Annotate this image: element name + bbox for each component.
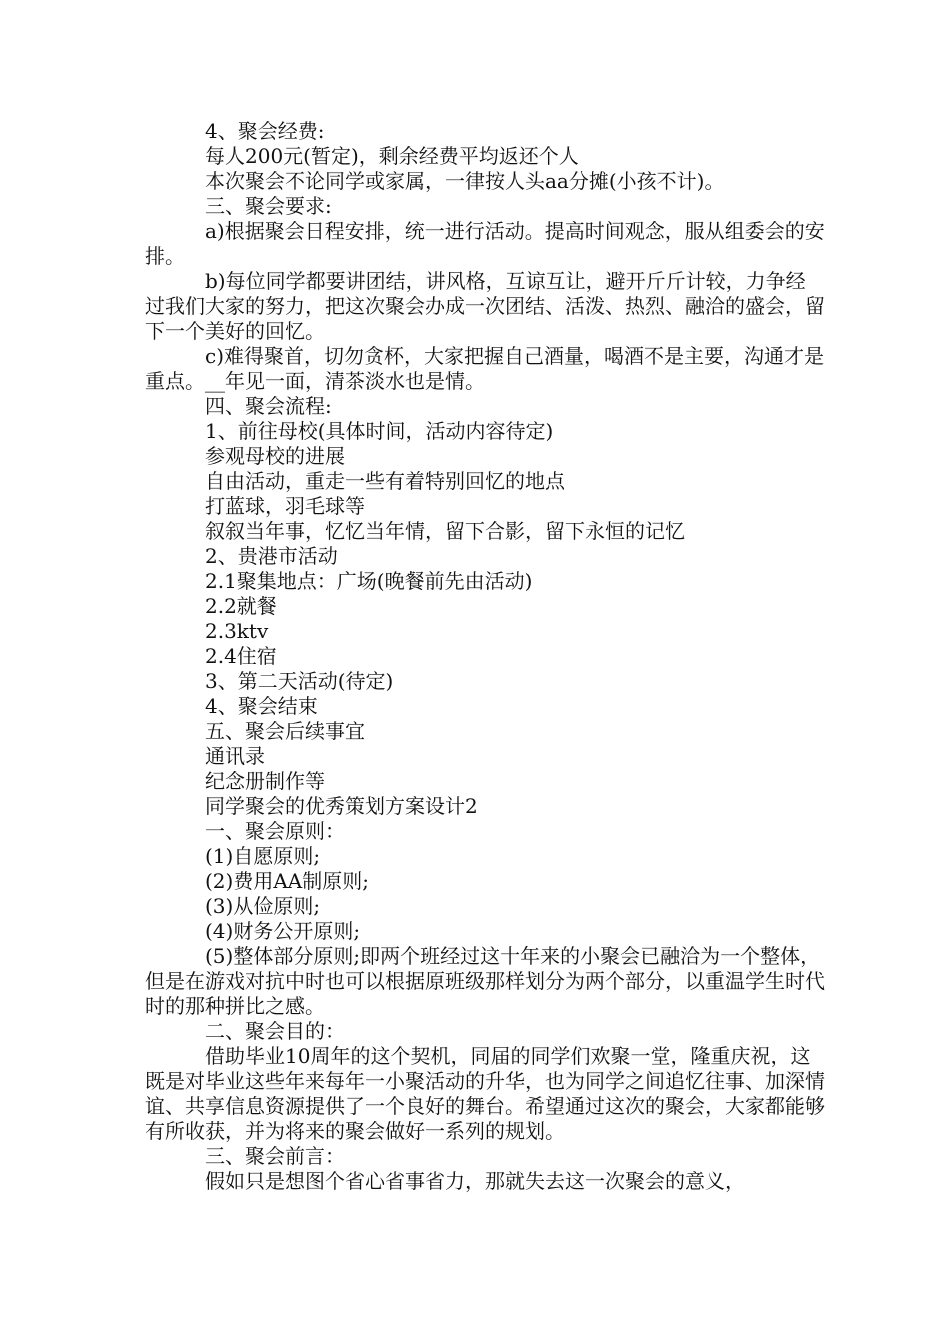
section-heading: 三、聚会前言： xyxy=(205,1144,345,1168)
paragraph: c)难得聚首，切勿贪杯，大家把握自己酒量，喝酒不是主要，沟通才是重点。__年见一面，清茶淡水也是情。 xyxy=(145,344,825,393)
paragraph: 4、聚会经费: xyxy=(205,119,325,143)
paragraph: 4、聚会结束 xyxy=(205,694,318,718)
paragraph: 叙叙当年事，忆忆当年情，留下合影，留下永恒的记忆 xyxy=(205,519,685,543)
paragraph: 2.3ktv xyxy=(205,619,269,643)
paragraph: a)根据聚会日程安排，统一进行活动。提高时间观念，服从组委会的安排。 xyxy=(145,219,825,268)
paragraph: b)每位同学都要讲团结，讲风格，互谅互让，避开斤斤计较，力争经过我们大家的努力，把这次聚会办成一次团结、活泼、热烈、融洽的盛会，留下一个美好的回忆。 xyxy=(145,269,825,343)
paragraph: (4)财务公开原则; xyxy=(205,919,361,943)
section-heading: 二、聚会目的： xyxy=(205,1019,345,1043)
section-heading: 四、聚会流程: xyxy=(205,394,332,418)
section-heading: 一、聚会原则： xyxy=(205,819,345,843)
document-subtitle: 同学聚会的优秀策划方案设计2 xyxy=(205,794,478,818)
section-heading: 三、聚会要求: xyxy=(205,194,332,218)
paragraph: 每人200元(暂定)，剩余经费平均返还个人 xyxy=(205,144,579,168)
paragraph: 2.1聚集地点：广场(晚餐前先由活动) xyxy=(205,569,533,593)
paragraph: 自由活动，重走一些有着特别回忆的地点 xyxy=(205,469,565,493)
paragraph: 3、第二天活动(待定) xyxy=(205,669,394,693)
paragraph: (3)从俭原则; xyxy=(205,894,321,918)
paragraph: 打蓝球，羽毛球等 xyxy=(205,494,365,518)
paragraph: 纪念册制作等 xyxy=(205,769,325,793)
paragraph: 参观母校的进展 xyxy=(205,444,345,468)
paragraph: 2、贵港市活动 xyxy=(205,544,338,568)
document-body xyxy=(145,119,825,1194)
paragraph: (1)自愿原则; xyxy=(205,844,321,868)
paragraph: 通讯录 xyxy=(205,744,265,768)
paragraph: 1、前往母校(具体时间，活动内容待定) xyxy=(205,419,554,443)
paragraph: 2.2就餐 xyxy=(205,594,277,618)
paragraph: 2.4住宿 xyxy=(205,644,277,668)
paragraph: 假如只是想图个省心省事省力，那就失去这一次聚会的意义， xyxy=(205,1169,745,1193)
paragraph: 本次聚会不论同学或家属，一律按人头aa分摊(小孩不计)。 xyxy=(205,169,725,193)
paragraph: (5)整体部分原则;即两个班经过这十年来的小聚会已融洽为一个整体，但是在游戏对抗中时也可以根据原班级那样划分为两个部分，以重温学生时代时的那种拼比之感。 xyxy=(145,944,825,1018)
section-heading: 五、聚会后续事宜 xyxy=(205,719,365,743)
paragraph: (2)费用AA制原则; xyxy=(205,869,369,893)
paragraph: 借助毕业10周年的这个契机，同届的同学们欢聚一堂，隆重庆祝，这既是对毕业这些年来每年一小聚活动的升华，也为同学之间追忆往事、加深情谊、共享信息资源提供了一个良好的舞台。希望通过这次的聚会，大家都能够有所收获，并为将来的聚会做好一系列的规划。 xyxy=(145,1044,825,1143)
